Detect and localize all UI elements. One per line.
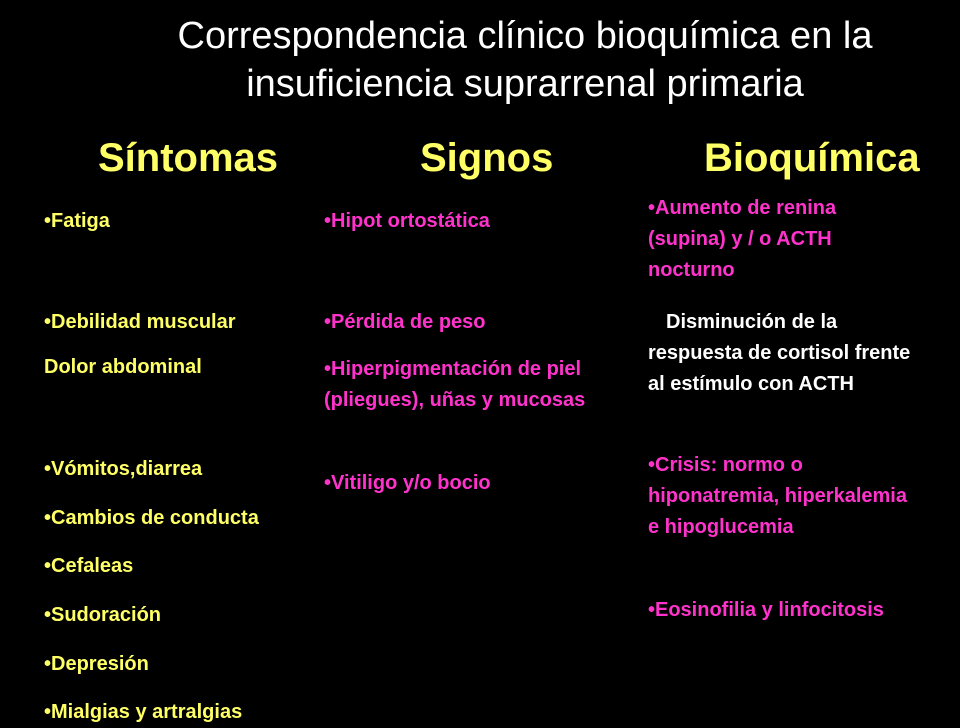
sintoma-item: Dolor abdominal — [44, 356, 202, 378]
sintoma-item: •Sudoración — [44, 604, 162, 626]
sintoma-item: •Vómitos,diarrea — [44, 458, 203, 480]
signo-item: •Vitiligo y/o bocio — [324, 472, 491, 494]
sintoma-item: •Debilidad muscular — [44, 311, 236, 333]
sintoma-item: •Cefaleas — [44, 555, 134, 577]
sintoma-item: •Fatiga — [44, 210, 110, 232]
slide-title — [90, 12, 960, 108]
bioquimica-item: •Aumento de renina (supina) y / o ACTH nocturno — [648, 197, 837, 281]
slide-title-line-2: insuficiencia suprarrenal primaria — [246, 63, 804, 105]
signo-item: •Hiperpigmentación de piel (pliegues), uñas y mucosas — [324, 358, 586, 411]
sintoma-item: •Depresión — [44, 653, 149, 675]
heading-signos: Signos — [420, 136, 554, 180]
slide-title-line-1: Correspondencia clínico bioquímica en la — [177, 15, 873, 57]
signo-item: •Pérdida de peso — [324, 311, 486, 333]
heading-bioquimica: Bioquímica — [704, 136, 920, 180]
bioquimica-item: •Eosinofilia y linfocitosis — [648, 599, 884, 621]
bioquimica-item: Disminución de la respuesta de cortisol frente al estímulo con ACTH — [648, 311, 911, 395]
sintoma-item: •Cambios de conducta — [44, 507, 259, 529]
bioquimica-item: •Crisis: normo o hiponatremia, hiperkalemia e hipoglucemia — [648, 454, 907, 538]
sintoma-item: •Mialgias y artralgias — [44, 701, 243, 723]
signo-item: •Hipot ortostática — [324, 210, 490, 232]
heading-sintomas: Síntomas — [98, 136, 279, 180]
